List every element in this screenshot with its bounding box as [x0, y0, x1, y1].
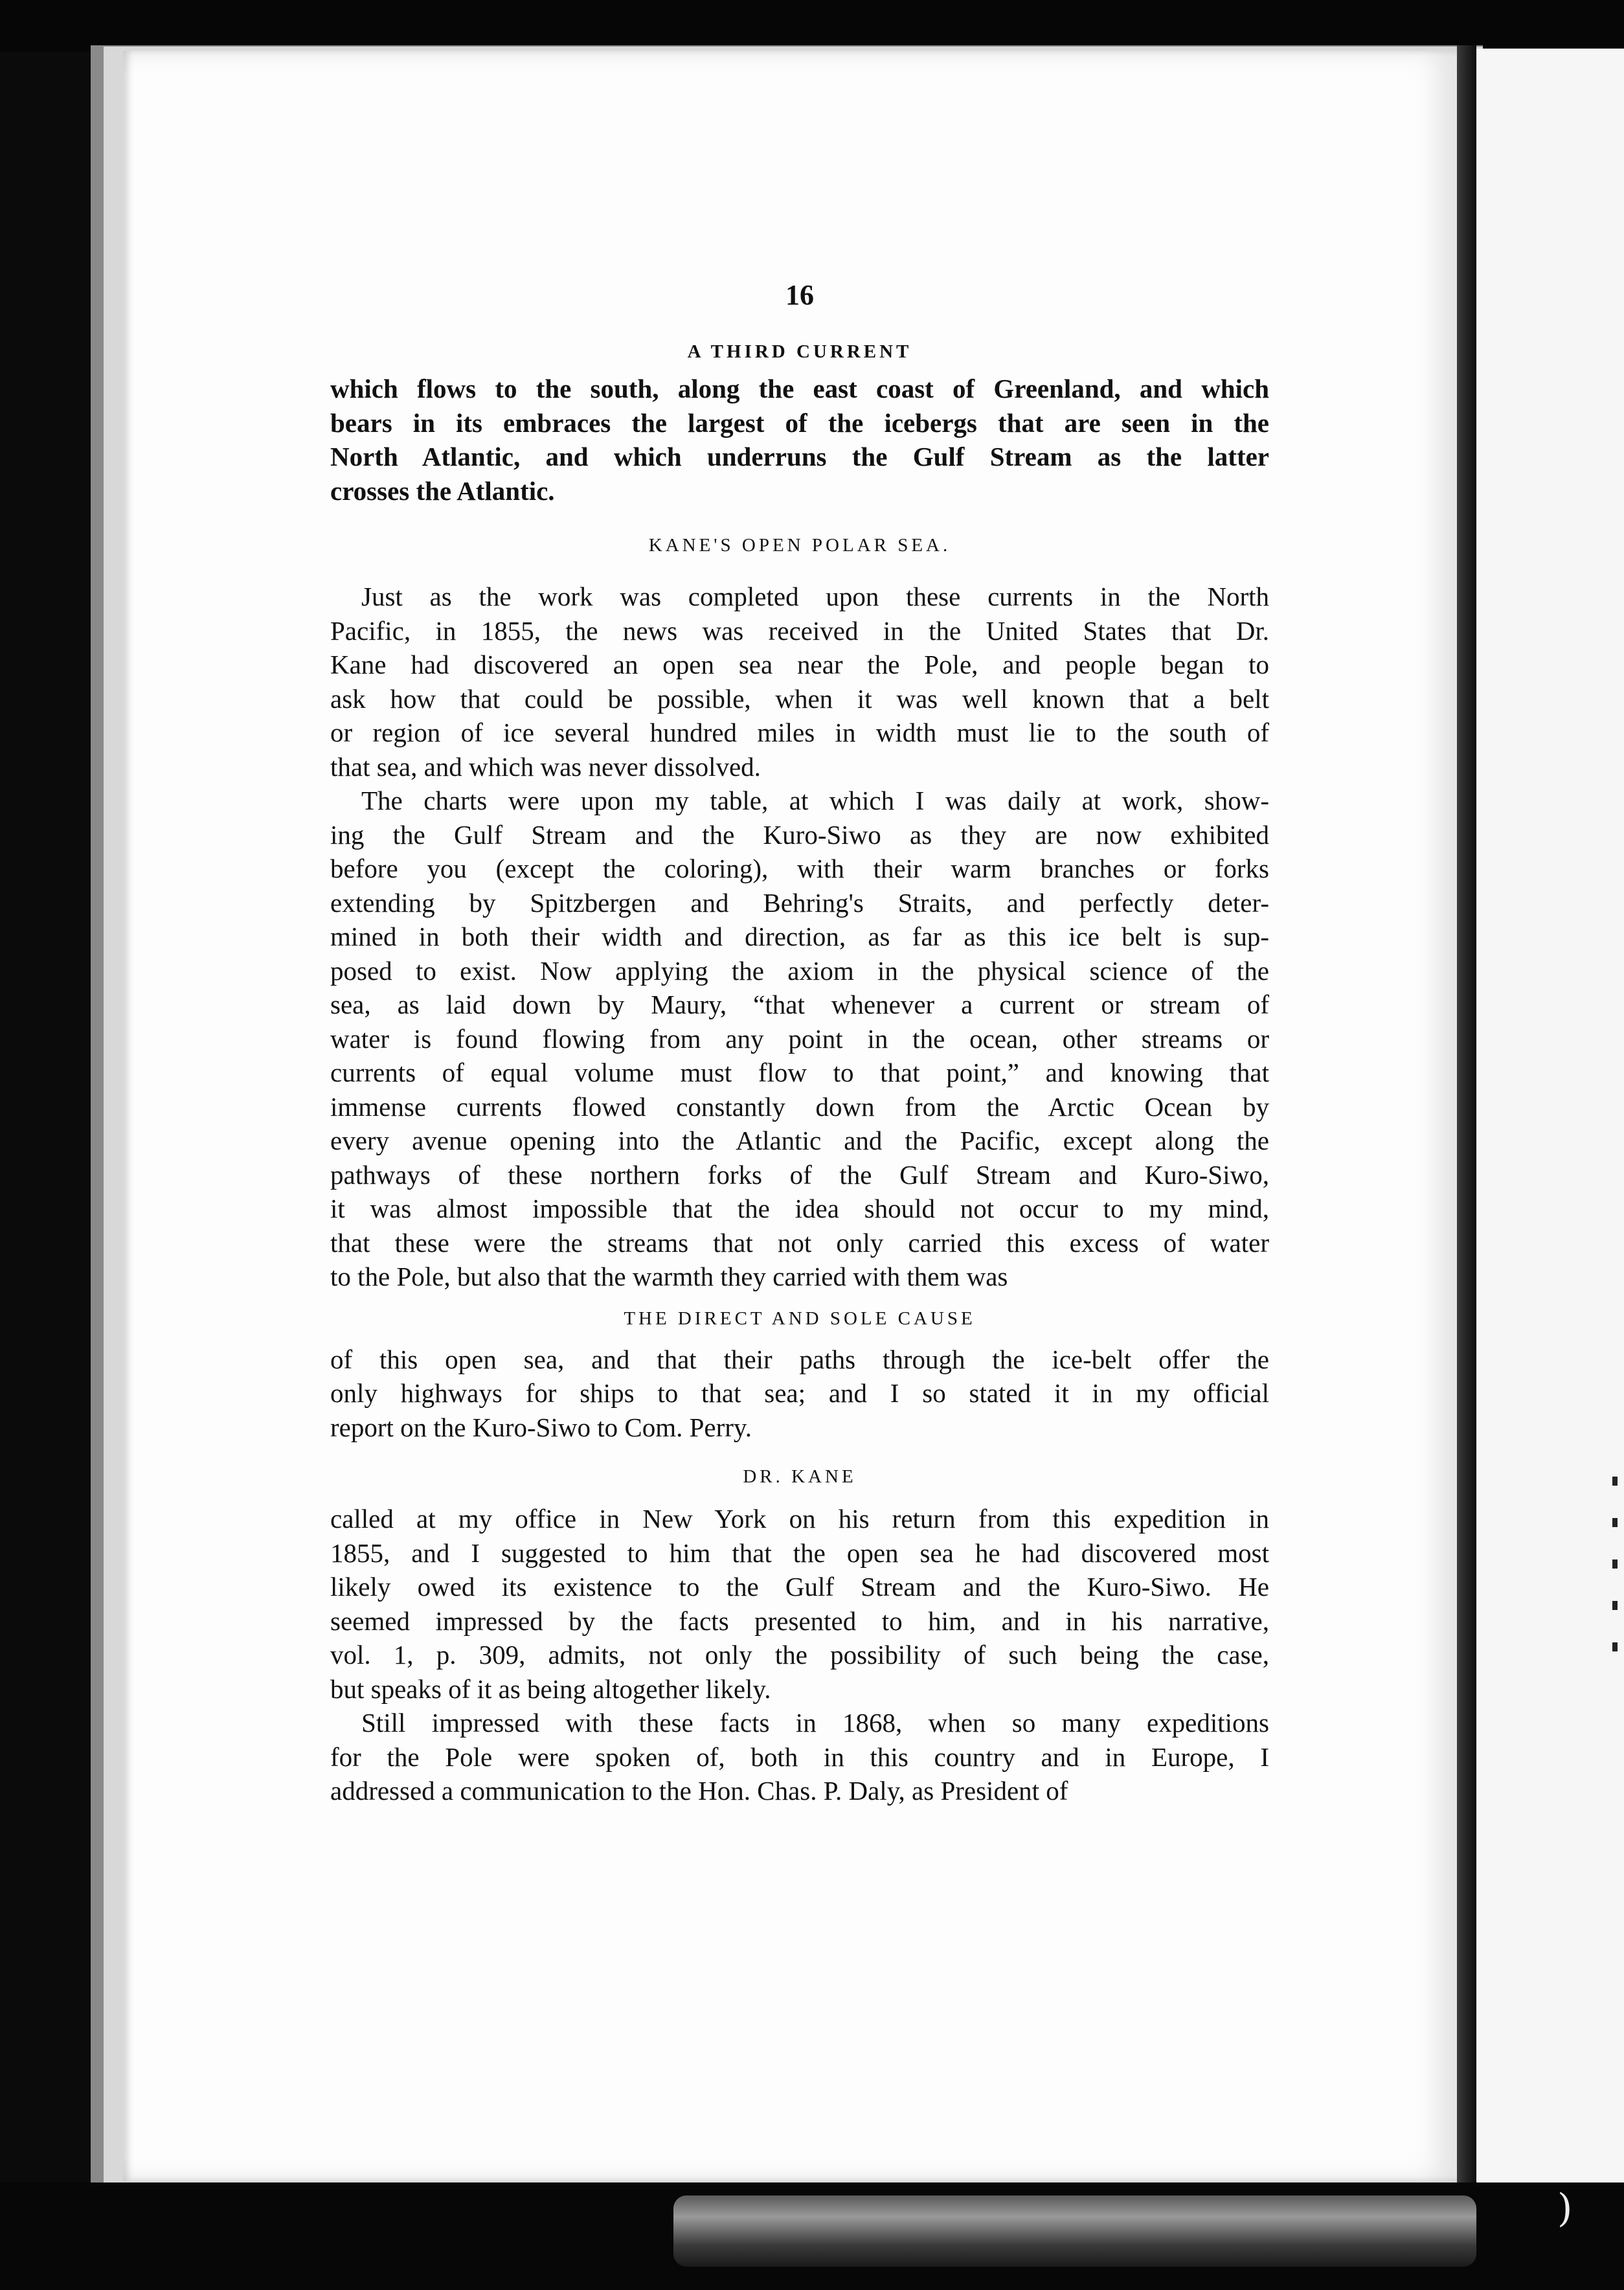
text-line: pathways of these northern forks of the Gulf Stream and Kuro-Siwo,	[330, 1159, 1269, 1190]
text-line: before you (except the coloring), with their warm branches or forks	[330, 854, 1269, 883]
text-line: currents of equal volume must flow to that point,” and knowing that	[330, 1058, 1269, 1087]
facing-page-edge	[1476, 49, 1624, 2192]
text-line: called at my office in New York on his return from this expedition in	[330, 1504, 1269, 1534]
text-line: water is found flowing from any point in the ocean, other streams or	[330, 1023, 1269, 1054]
book-bottom-edge	[673, 2195, 1476, 2267]
text-line: Still impressed with these facts in 1868, when so many expeditions	[361, 1708, 1269, 1738]
text-line: it was almost impossible that the idea should not occur to my mind,	[330, 1194, 1269, 1223]
text-line: The charts were upon my table, at which I was daily at work, show-	[361, 786, 1269, 815]
paragraph-third-current	[330, 372, 1269, 508]
text-line: Pacific, in 1855, the news was received in the United States that Dr.	[330, 615, 1269, 646]
paragraph-charts	[330, 784, 1269, 1294]
paragraph-1868-communication	[330, 1706, 1269, 1808]
text-line: or region of ice several hundred miles in width must lie to the south of	[330, 718, 1269, 747]
text-line: seemed impressed by the facts presented to him, and in his narrative,	[330, 1605, 1269, 1636]
text-line: bears in its embraces the largest of the icebergs that are seen in the	[330, 407, 1269, 438]
text-line: to the Pole, but also that the warmth they carried with them was	[330, 1262, 1008, 1291]
text-line: for the Pole were spoken of, both in this country and in Europe, I	[330, 1741, 1269, 1772]
paragraph-open-sea-highways	[330, 1343, 1269, 1445]
text-line: that these were the streams that not only carried this excess of water	[330, 1227, 1269, 1258]
text-line: Just as the work was completed upon these currents in the North	[361, 582, 1269, 611]
page-number: 16	[785, 279, 814, 311]
text-line: mined in both their width and direction, as far as this ice belt is sup-	[330, 922, 1269, 951]
paragraph-dr-kane-visit	[330, 1502, 1269, 1706]
text-line: crosses the Atlantic.	[330, 475, 555, 506]
text-line: likely owed its existence to the Gulf Stream and the Kuro-Siwo. He	[330, 1572, 1269, 1602]
heading-direct-and-sole-cause: THE DIRECT AND SOLE CAUSE	[624, 1308, 976, 1329]
text-line: ask how that could be possible, when it was well known that a belt	[330, 683, 1269, 714]
text-line: every avenue opening into the Atlantic and the Pacific, except along the	[330, 1126, 1269, 1155]
heading-dr-kane: DR. KANE	[743, 1466, 857, 1487]
text-line: ing the Gulf Stream and the Kuro-Siwo as they are now exhibited	[330, 819, 1269, 850]
text-line: addressed a communication to the Hon. Chas. P. Daly, as President of	[330, 1776, 1068, 1806]
book-gutter	[1457, 45, 1476, 2202]
heading-kanes-open-polar-sea: KANE'S OPEN POLAR SEA.	[648, 535, 951, 556]
text-line: which flows to the south, along the east coast of Greenland, and which	[330, 374, 1269, 403]
text-line: Kane had discovered an open sea near the Pole, and people began to	[330, 650, 1269, 679]
text-line: report on the Kuro-Siwo to Com. Perry.	[330, 1412, 752, 1442]
text-line: vol. 1, p. 309, admits, not only the possibility of such being the case,	[330, 1640, 1269, 1670]
text-line: but speaks of it as being altogether likely.	[330, 1673, 771, 1704]
paragraph-open-sea-news	[330, 580, 1269, 784]
text-line: immense currents flowed constantly down from the Arctic Ocean by	[330, 1091, 1269, 1122]
scan-mark: )	[1557, 2186, 1573, 2231]
text-line: sea, as laid down by Maury, “that whenever a current or stream of	[330, 990, 1269, 1019]
text-line: of this open sea, and that their paths through the ice-belt offer the	[330, 1344, 1269, 1374]
text-line: only highways for ships to that sea; and I so stated it in my official	[330, 1378, 1269, 1408]
text-line: extending by Spitzbergen and Behring's Straits, and perfectly deter-	[330, 887, 1269, 918]
facing-page-text-fragments	[1612, 1477, 1619, 1865]
page-content	[330, 278, 1269, 1808]
text-line: that sea, and which was never dissolved.	[330, 751, 761, 782]
heading-a-third-current: A THIRD CURRENT	[687, 341, 912, 362]
scan-top-border	[0, 0, 1624, 52]
text-line: North Atlantic, and which underruns the Gulf Stream as the latter	[330, 442, 1269, 471]
text-line: posed to exist. Now applying the axiom in the physical science of the	[330, 955, 1269, 986]
text-line: 1855, and I suggested to him that the open sea he had discovered most	[330, 1537, 1269, 1568]
